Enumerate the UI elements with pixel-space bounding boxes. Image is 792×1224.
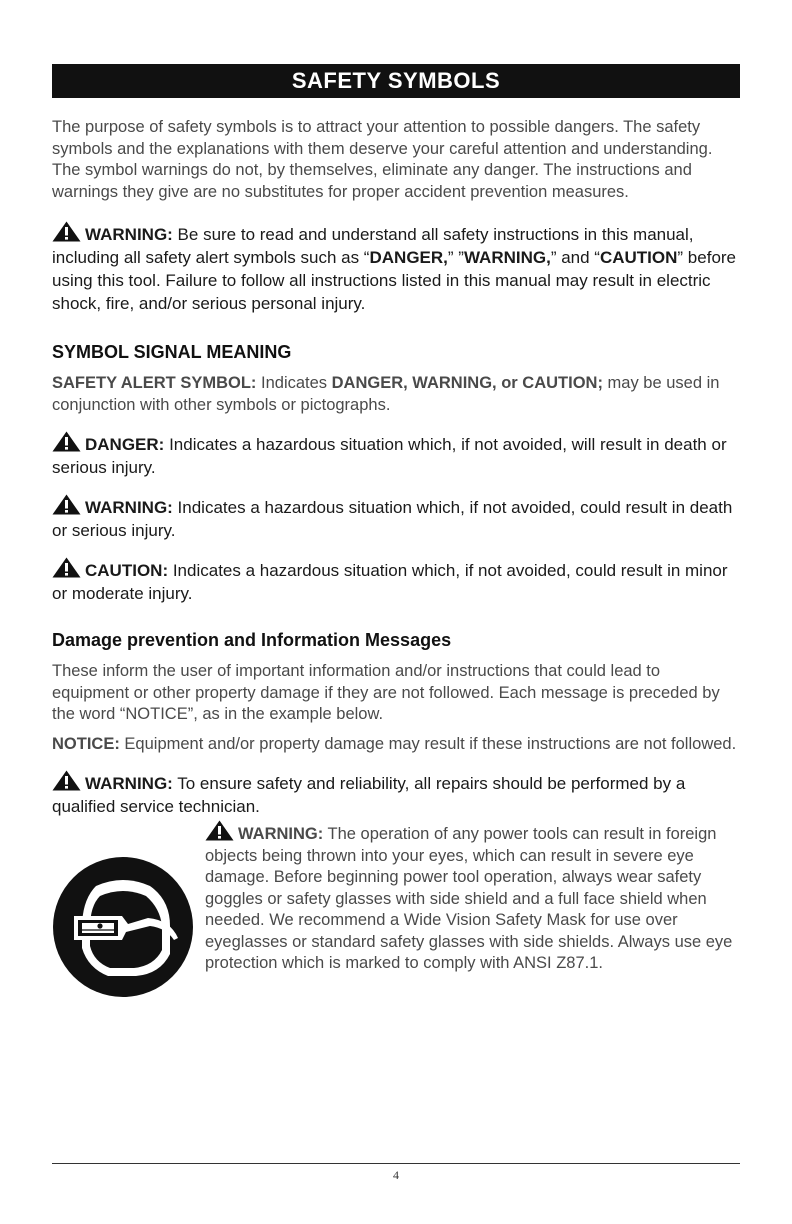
notice-label: NOTICE: xyxy=(52,734,120,753)
eye-alert-icon xyxy=(205,820,234,841)
footer-divider xyxy=(52,1163,740,1164)
eye-protection-warning xyxy=(205,820,740,975)
repair-alert-icon xyxy=(52,770,81,791)
safety-alert-label: SAFETY ALERT SYMBOL: xyxy=(52,374,257,392)
danger-label: DANGER: xyxy=(85,435,165,454)
repair-warning-label: WARNING: xyxy=(85,774,173,793)
warning-definition xyxy=(52,494,740,542)
safety-alert-text-b: may be used in conjunction with other symbols or pictographs. xyxy=(52,374,720,414)
notice-text: Equipment and/or property damage may result if these instructions are not followed. xyxy=(119,734,737,753)
damage-heading: Damage prevention and Information Messages xyxy=(52,630,452,650)
safety-alert-definition xyxy=(52,373,740,416)
warning-alert-icon xyxy=(52,494,81,515)
keyword-danger: DANGER, xyxy=(369,248,448,267)
safety-alert-text-a: Indicates xyxy=(256,374,332,392)
symbol-signal-heading: SYMBOL SIGNAL MEANING xyxy=(52,342,292,362)
banner-title: SAFETY SYMBOLS xyxy=(291,68,501,93)
page-number: 4 xyxy=(393,1168,399,1182)
section-banner xyxy=(52,64,740,98)
caution-label: CAUTION: xyxy=(85,561,169,580)
danger-text: Indicates a hazardous situation which, if not avoided, will result in death or serious injury. xyxy=(52,435,727,477)
eye-warning-label: WARNING: xyxy=(238,825,324,843)
page-content xyxy=(52,64,740,1030)
warning-text-c: ” and “ xyxy=(550,248,600,267)
caution-definition xyxy=(52,557,740,605)
warning-text-d: ” before using this tool. Failure to follow all instructions listed in this manual may result in electric shock, fire, and/or serious personal injury. xyxy=(52,248,737,313)
danger-alert-icon xyxy=(52,431,81,452)
warning-def-label: WARNING: xyxy=(85,498,173,517)
caution-text: Indicates a hazardous situation which, if not avoided, could result in minor or moderate injury. xyxy=(52,561,728,603)
notice-example xyxy=(52,734,740,756)
eye-warning-text: The operation of any power tools can result in foreign objects being thrown into your eyes, which can result in severe eye damage. Before beginning power tool operation, always wear safety goggles or safety glasses with side shield and a full face shield when needed. We recommend a Wide Vision Safety Mask for use over eyeglasses or standard safety glasses with side shields. Always use eye protection which is marked to comply with ANSI Z87.1. xyxy=(205,825,733,972)
warning-label: WARNING: xyxy=(85,225,173,244)
caution-alert-icon xyxy=(52,557,81,578)
main-warning xyxy=(52,221,740,315)
keyword-caution: CAUTION xyxy=(599,248,678,267)
safety-goggles-icon xyxy=(52,856,194,998)
eye-protection-block xyxy=(52,820,740,1030)
repair-warning-text: To ensure safety and reliability, all repairs should be performed by a qualified service technician. xyxy=(52,774,686,816)
warning-text-a: Be sure to read and understand all safety instructions in this manual, including all safety alert symbols such as “ xyxy=(52,225,694,267)
safety-alert-keywords: DANGER, WARNING, or CAUTION; xyxy=(331,374,603,392)
damage-intro: These inform the user of important information and/or instructions that could lead to equipment or other property damage if they are not followed. Each message is preceded by the word “NOTICE”, as in the example below. xyxy=(52,662,720,723)
warning-def-text: Indicates a hazardous situation which, if not avoided, could result in death or serious injury. xyxy=(52,498,733,540)
intro-paragraph: The purpose of safety symbols is to attract your attention to possible dangers. The safety symbols and the explanations with them deserve your careful attention and understanding. The symbol warnings do not, by themselves, eliminate any danger. The instructions and warnings they give are no substitutes for proper accident prevention measures. xyxy=(52,118,713,201)
warning-text-b: ” ” xyxy=(447,248,464,267)
repair-warning xyxy=(52,770,740,818)
danger-definition xyxy=(52,431,740,479)
keyword-warning: WARNING, xyxy=(463,248,551,267)
safety-alert-icon xyxy=(52,221,81,242)
